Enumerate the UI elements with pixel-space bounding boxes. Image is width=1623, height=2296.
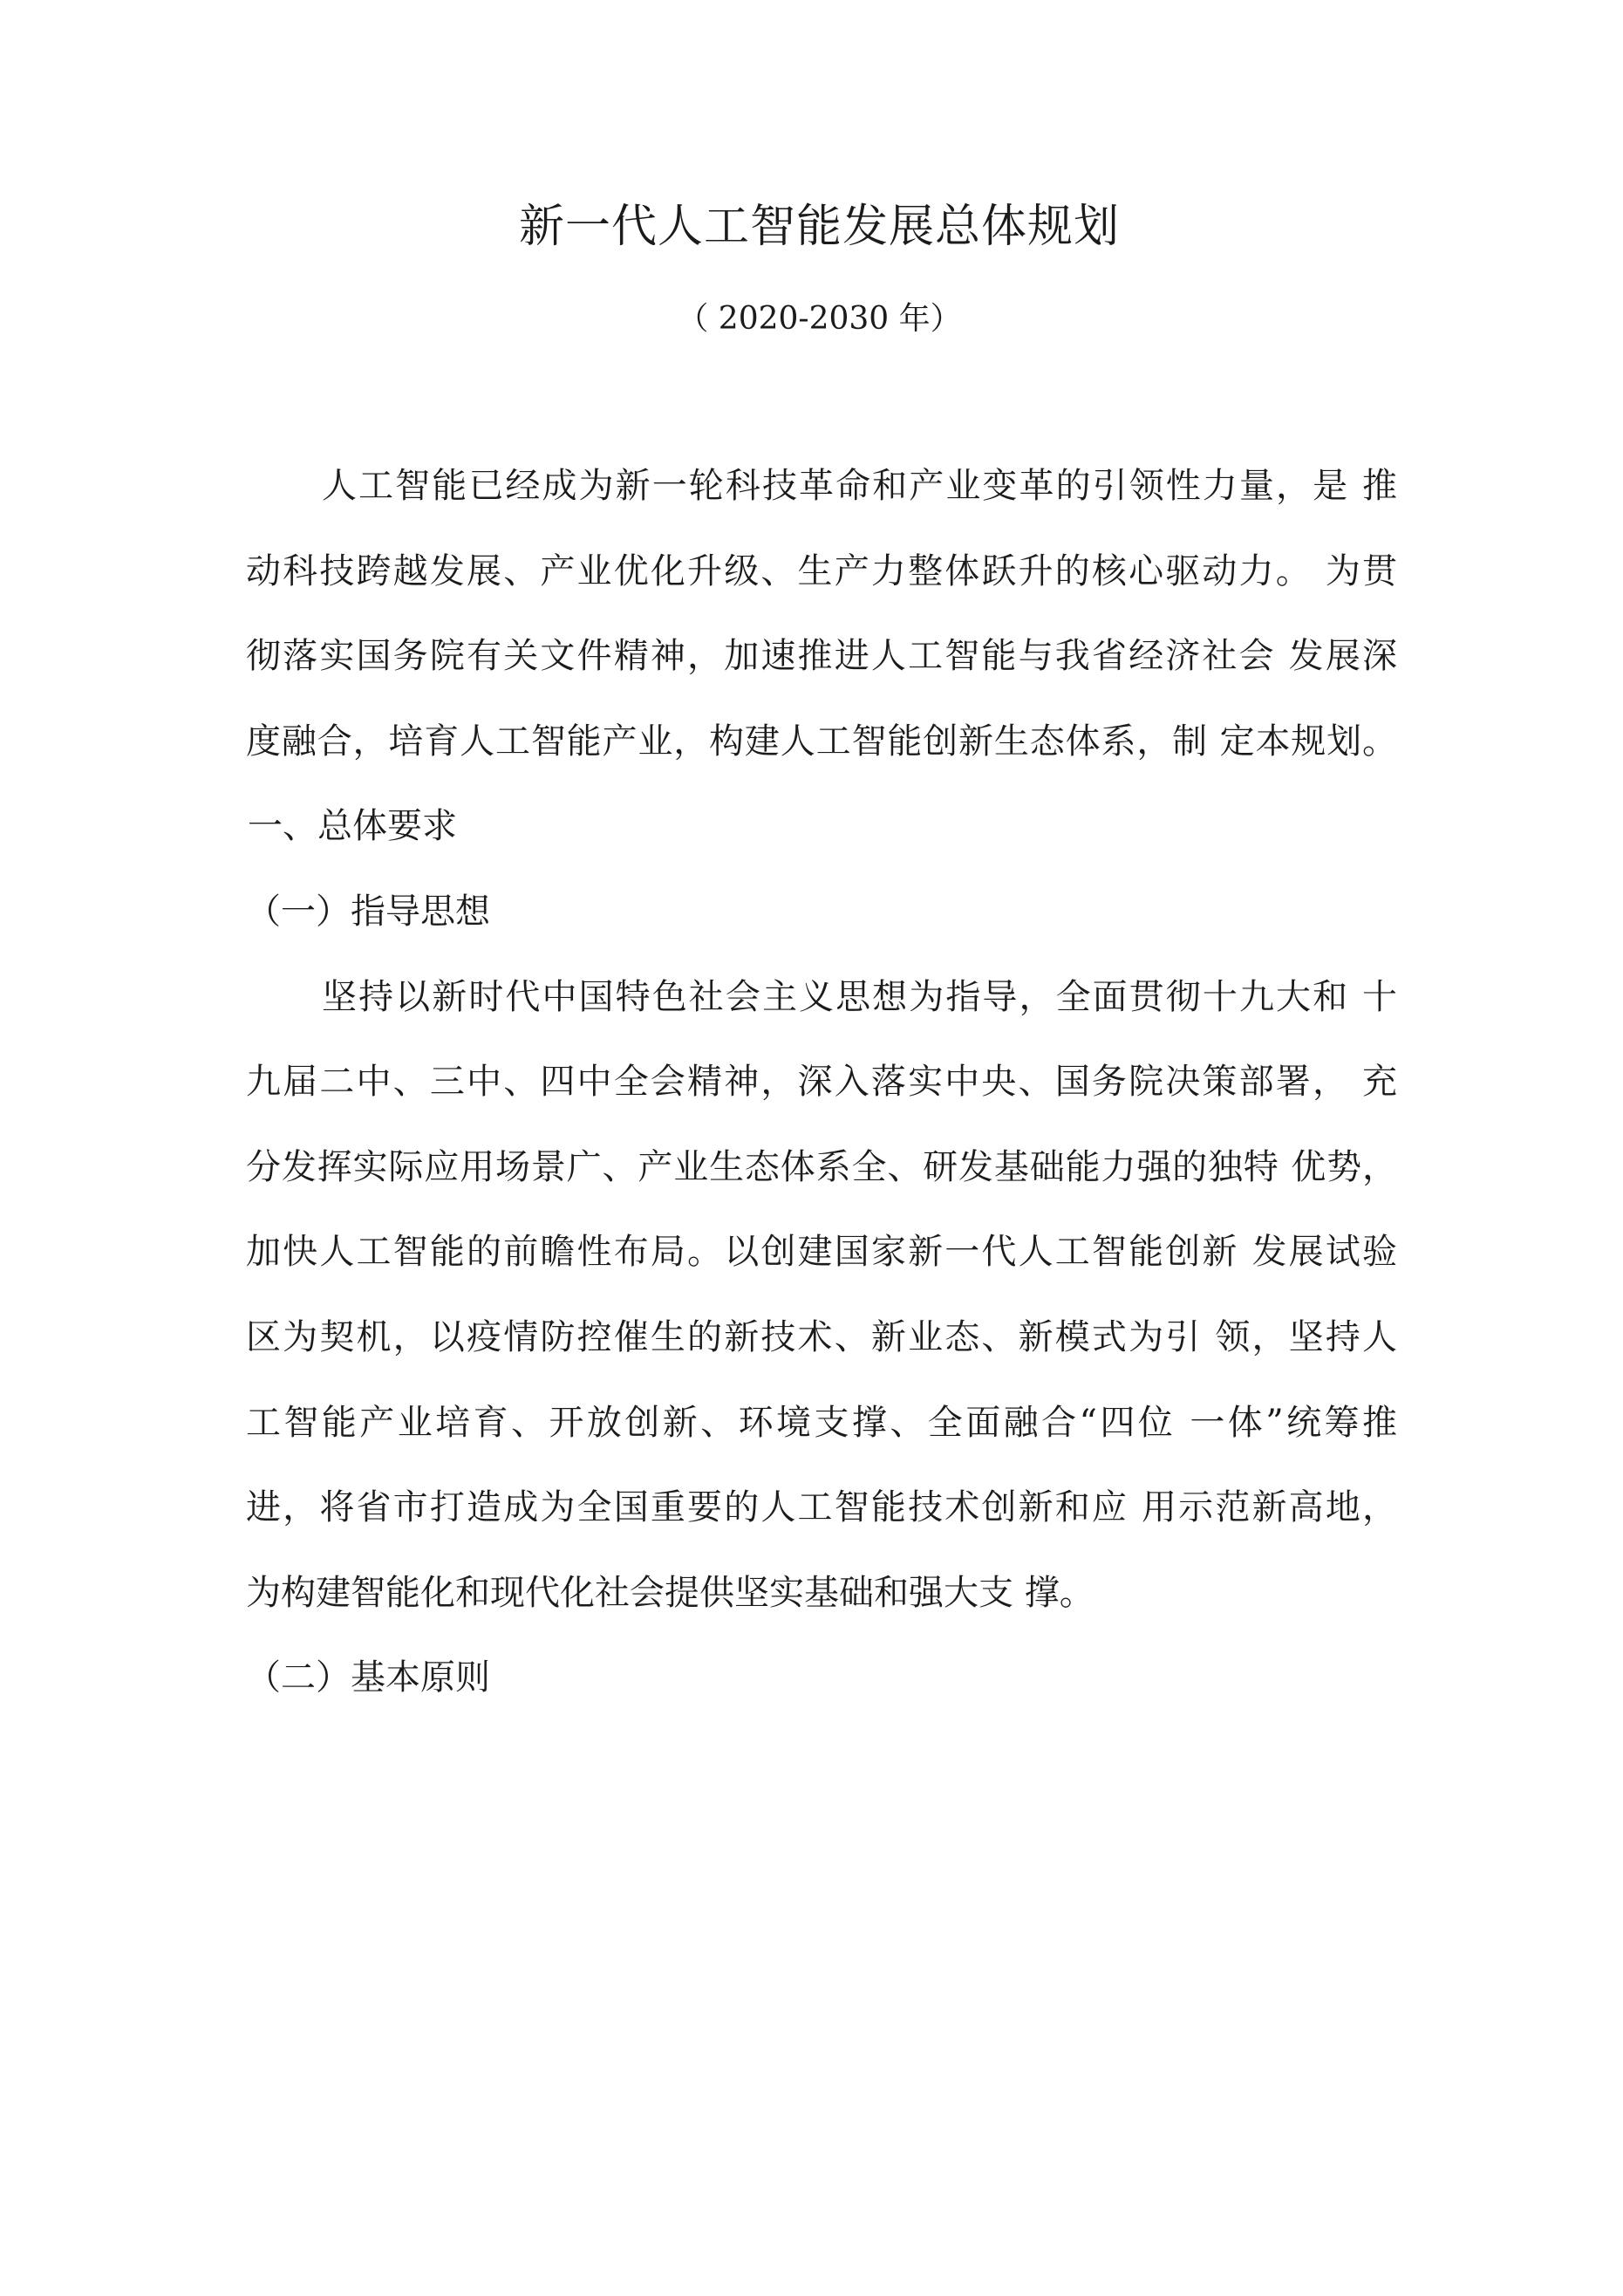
paragraph-line: 加快人工智能的前瞻性布局。以创建国家新一代人工智能创新 发展试验 — [246, 1232, 1397, 1273]
paragraph-line: 坚持以新时代中国特色社会主义思想为指导，全面贯彻十九大和 十 — [322, 976, 1397, 1017]
intro-paragraph — [246, 444, 1397, 784]
section-heading: 一、总体要求 — [248, 806, 457, 847]
paragraph-line: 进，将省市打造成为全国重要的人工智能技术创新和应 用示范新高地， — [246, 1487, 1397, 1528]
document-title: 新一代人工智能发展总体规划 — [518, 201, 1120, 253]
document-body — [246, 444, 1397, 1721]
paragraph-line: 区为契机，以疫情防控催生的新技术、新业态、新模式为引 领，坚持人 — [246, 1316, 1397, 1357]
paragraph-line: 为构建智能化和现代化社会提供坚实基础和强大支 撑。 — [246, 1572, 1095, 1613]
guiding-ideology-paragraph — [246, 955, 1397, 1637]
paragraph-line: 度融合，培育人工智能产业，构建人工智能创新生态体系，制 定本规划。 — [246, 721, 1397, 762]
paragraph-line: 分发挥实际应用场景广、产业生态体系全、研发基础能力强的独特 优势， — [246, 1146, 1397, 1187]
subsection-heading: （一）指导思想 — [246, 891, 490, 932]
paragraph-line: 工智能产业培育、开放创新、环境支撑、全面融合“四位 一体”统筹推 — [246, 1402, 1397, 1443]
subsection-heading: （二）基本原则 — [246, 1657, 490, 1698]
paragraph-line: 人工智能已经成为新一轮科技革命和产业变革的引领性力量，是 推 — [322, 466, 1397, 506]
paragraph-line: 九届二中、三中、四中全会精神，深入落实中央、国务院决策部署， 充 — [246, 1062, 1397, 1103]
paragraph-line: 动科技跨越发展、产业优化升级、生产力整体跃升的核心驱动力。 为贯 — [246, 550, 1397, 591]
document-subtitle: （ 2020-2030 年） — [677, 301, 962, 337]
paragraph-line: 彻落实国务院有关文件精神，加速推进人工智能与我省经济社会 发展深 — [246, 636, 1397, 677]
